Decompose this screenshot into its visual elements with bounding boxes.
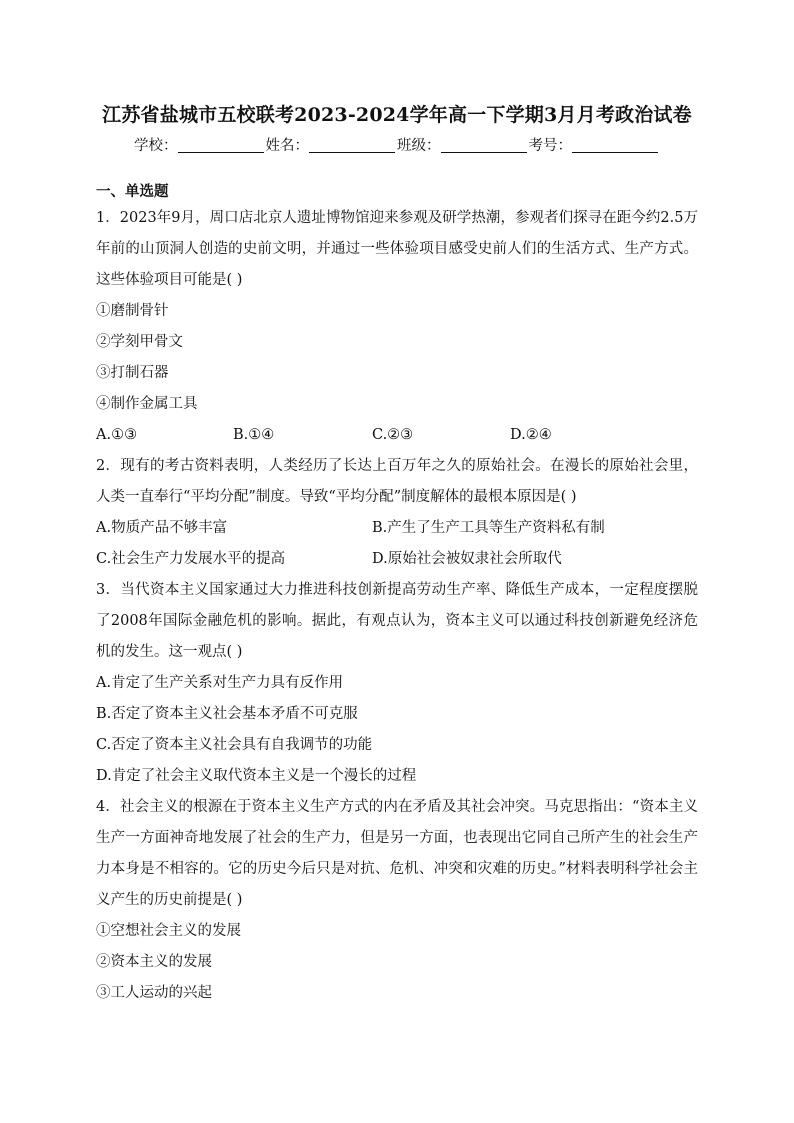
question-3-stem: 3．当代资本主义国家通过大力推进科技创新提高劳动生产率、降低生产成本，一定程度摆脱了2008年国际金融危机的影响。据此，有观点认为，资本主义可以通过科技创新避免经济危机的发生。这一观点( ) — [96, 582, 698, 660]
name-label: 姓名： — [265, 138, 309, 154]
section-heading: 一、单选题 — [96, 183, 169, 200]
question-2-option-a: A.物质产品不够丰富 — [96, 520, 228, 536]
question-2-options-row-1 — [96, 513, 698, 544]
question-1-item-4: ④制作金属工具 — [96, 396, 198, 412]
student-info-line — [0, 134, 794, 158]
class-label: 班级： — [397, 138, 441, 154]
question-1-item-3: ③打制石器 — [96, 365, 169, 381]
question-1-option-d: D.②④ — [510, 427, 552, 443]
question-4-item-1: ①空想社会主义的发展 — [96, 923, 241, 939]
number-label: 考号： — [528, 138, 572, 154]
name-blank — [309, 136, 395, 153]
question-4 — [96, 792, 698, 1009]
question-2 — [96, 451, 698, 575]
question-1-item-1: ①磨制骨针 — [96, 303, 169, 319]
school-blank — [178, 136, 264, 153]
question-2-option-d: D.原始社会被奴隶社会所取代 — [372, 551, 562, 567]
question-1-option-a: A.①③ — [96, 427, 138, 443]
question-1-options — [96, 420, 698, 451]
question-1-option-b: B.①④ — [233, 427, 275, 443]
school-label: 学校： — [134, 138, 178, 154]
question-3-option-c: C.否定了资本主义社会具有自我调节的功能 — [96, 737, 373, 753]
question-2-option-c: C.社会生产力发展水平的提高 — [96, 551, 286, 567]
question-2-options-row-2 — [96, 544, 698, 575]
number-blank — [572, 136, 658, 153]
question-4-item-2: ②资本主义的发展 — [96, 954, 212, 970]
exam-title: 江苏省盐城市五校联考2023-2024学年高一下学期3月月考政治试卷 — [102, 104, 692, 126]
question-1-stem: 1．2023年9月，周口店北京人遗址博物馆迎来参观及研学热潮，参观者们探寻在距今约2.5万年前的山顶洞人创造的史前文明，并通过一些体验项目感受史前人们的生活方式、生产方式。这些体验项目可能是( ) — [96, 210, 698, 288]
question-3-option-a: A.肯定了生产关系对生产力具有反作用 — [96, 675, 344, 691]
question-3-option-b: B.否定了资本主义社会基本矛盾不可克服 — [96, 706, 358, 722]
questions — [96, 203, 698, 1009]
question-2-stem: 2．现有的考古资料表明，人类经历了长达上百万年之久的原始社会。在漫长的原始社会里，人类一直奉行“平均分配”制度。导致“平均分配”制度解体的最根本原因是( ) — [96, 458, 698, 505]
question-1 — [96, 203, 698, 451]
question-2-option-b: B.产生了生产工具等生产资料私有制 — [372, 520, 605, 536]
question-4-item-3: ③工人运动的兴起 — [96, 985, 212, 1001]
question-4-stem: 4．社会主义的根源在于资本主义生产方式的内在矛盾及其社会冲突。马克思指出：“资本主义生产一方面神奇地发展了社会的生产力，但是另一方面，也表现出它同自己所产生的社会生产力本身是不相容的。它的历史今后只是对抗、危机、冲突和灾难的历史。”材料表明科学社会主义产生的历史前提是( ) — [96, 799, 698, 908]
question-1-item-2: ②学刻甲骨文 — [96, 334, 183, 350]
question-3-option-d: D.肯定了社会主义取代资本主义是一个漫长的过程 — [96, 768, 417, 784]
question-3 — [96, 575, 698, 792]
class-blank — [441, 136, 527, 153]
question-1-option-c: C.②③ — [372, 427, 414, 443]
